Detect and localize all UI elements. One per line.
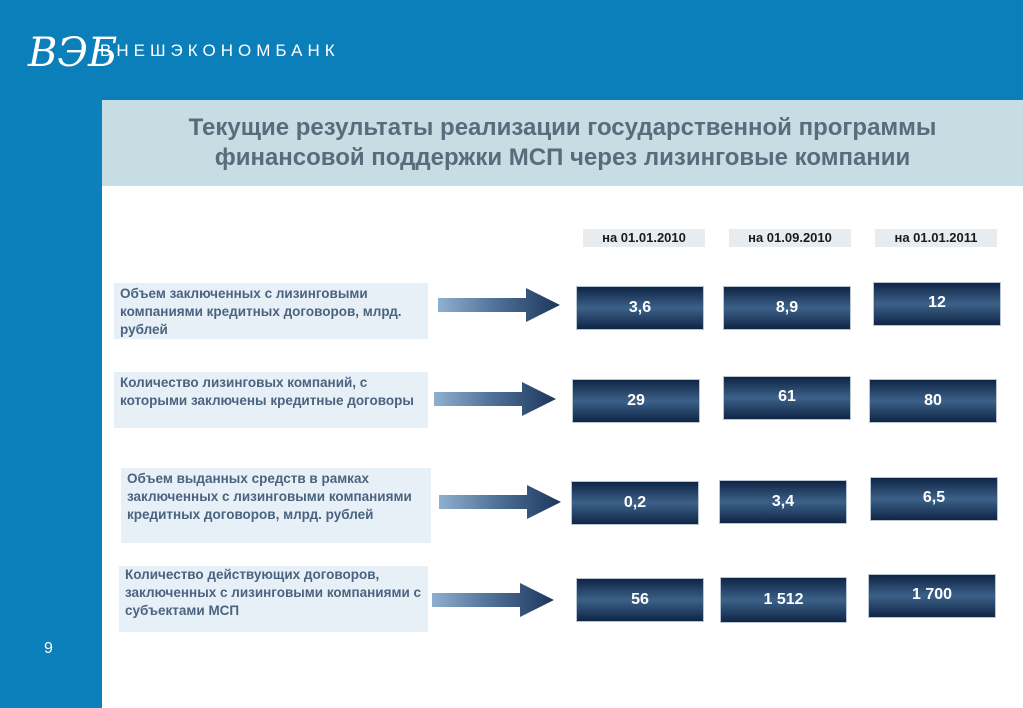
row-label-3: Объем выданных средств в рамках заключенных с лизинговыми компаниями кредитных договоров, млрд. рублей: [121, 468, 431, 543]
row-label-2: Количество лизинговых компаний, с которыми заключены кредитные договоры: [114, 372, 428, 428]
page-title: [102, 113, 1023, 173]
arrow-right-icon: [434, 381, 558, 417]
value-box: 3,4: [719, 480, 847, 524]
title-line-2: финансовой поддержки МСП через лизинговые компании: [214, 144, 911, 171]
value-box: 12: [873, 282, 1001, 326]
arrow-right-icon: [438, 287, 562, 323]
date-label-1: на 01.01.2010: [583, 229, 705, 247]
value-box: 61: [723, 376, 851, 420]
title-line-1: Текущие результаты реализации государственной программы: [188, 114, 937, 141]
date-label-2: на 01.09.2010: [729, 229, 851, 247]
value-box: 6,5: [870, 477, 998, 521]
page-number: 9: [44, 640, 53, 657]
arrow-right-icon: [432, 582, 556, 618]
left-sidebar: [0, 100, 102, 708]
value-box: 8,9: [723, 286, 851, 330]
brand-name: ВНЕШЭКОНОМБАНК: [100, 41, 340, 60]
value-box: 56: [576, 578, 704, 622]
veb-logo-icon: [26, 18, 118, 80]
value-box: 1 512: [720, 577, 847, 623]
value-box: 80: [869, 379, 997, 423]
arrow-right-icon: [439, 484, 563, 520]
value-box: 29: [572, 379, 700, 423]
value-box: 3,6: [576, 286, 704, 330]
row-label-1: Объем заключенных с лизинговыми компаниями кредитных договоров, млрд. рублей: [114, 283, 428, 339]
row-label-4: Количество действующих договоров, заключенных с лизинговыми компаниями с субъектами МСП: [119, 566, 428, 632]
value-box: 1 700: [868, 574, 996, 618]
date-label-3: на 01.01.2011: [875, 229, 997, 247]
logo-monogram: ВЭБ: [28, 30, 118, 76]
value-box: 0,2: [571, 481, 699, 525]
